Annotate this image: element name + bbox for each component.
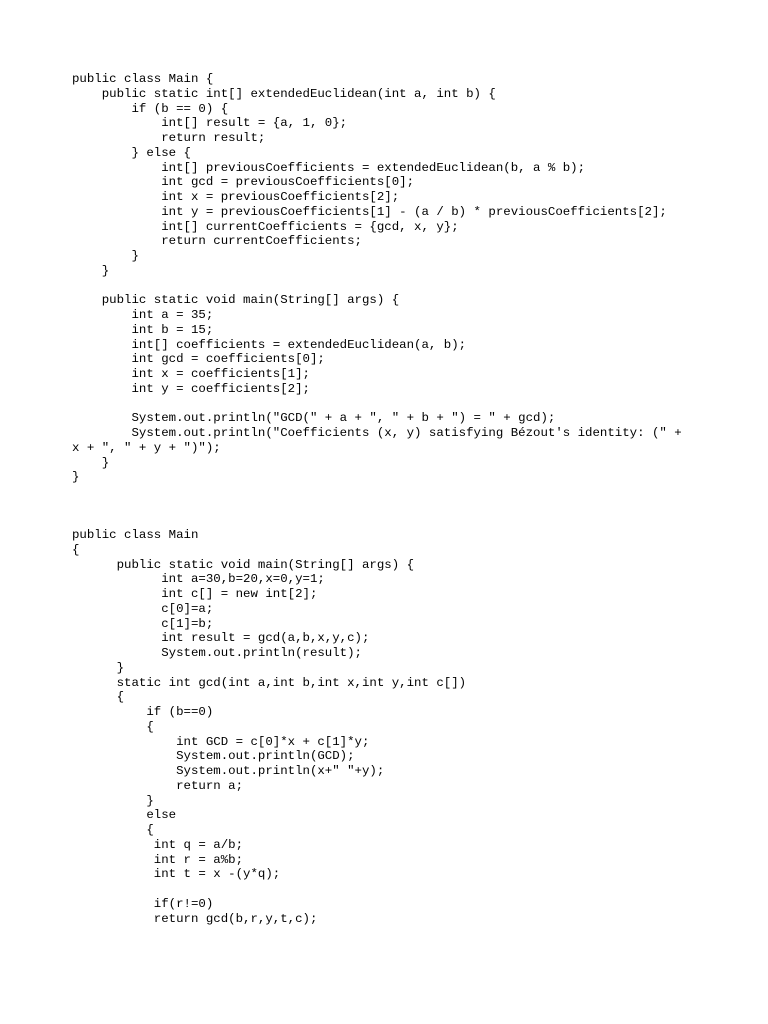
code-line: int a = 35; <box>72 308 214 322</box>
code-line: System.out.println("GCD(" + a + ", " + b + ") = " + gcd); <box>72 411 556 426</box>
code-line: c[1]=b; <box>72 616 214 631</box>
code-line: public class Main { <box>72 72 214 86</box>
code-line: if (b==0) <box>72 705 214 719</box>
code-line: int y = coefficients[2]; <box>72 381 310 396</box>
code-line: { <box>72 823 154 837</box>
code-line: { <box>72 542 80 557</box>
code-line: return a; <box>72 778 244 793</box>
code-line: int b = 15; <box>72 322 214 337</box>
code-line: int x = coefficients[1]; <box>72 367 310 381</box>
code-line: System.out.println(result); <box>72 646 362 660</box>
code-line: int c[] = new int[2]; <box>72 587 318 601</box>
code-line: } <box>72 793 154 808</box>
code-line: if (b == 0) { <box>72 101 229 116</box>
code-line: int x = previousCoefficients[2]; <box>72 190 400 204</box>
code-line: return result; <box>72 131 266 145</box>
code-line: int[] currentCoefficients = {gcd, x, y}; <box>72 219 459 234</box>
code-line: } else { <box>72 145 191 160</box>
code-line: int y = previousCoefficients[1] - (a / b) * previousCoefficients[2]; <box>72 204 667 219</box>
code-line: int r = a%b; <box>72 852 244 867</box>
code-line: System.out.println("Coefficients (x, y) satisfying Bézout's identity: (" + <box>72 426 682 440</box>
code-line: } <box>72 455 110 470</box>
code-line: System.out.println(x+" "+y); <box>72 764 385 778</box>
code-line: int gcd = previousCoefficients[0]; <box>72 175 415 190</box>
code-line: return gcd(b,r,y,t,c); <box>72 911 318 926</box>
code-line <box>72 279 682 294</box>
code-line: x + ", " + y + ")"); <box>72 440 221 455</box>
code-line: if(r!=0) <box>72 896 214 911</box>
code-line: public static void main(String[] args) { <box>72 293 400 308</box>
code-block-gcd-recursive <box>72 528 466 926</box>
code-line: int q = a/b; <box>72 837 244 852</box>
code-line: int[] previousCoefficients = extendedEuclidean(b, a % b); <box>72 160 586 175</box>
code-line: int t = x -(y*q); <box>72 867 281 882</box>
code-line: static int gcd(int a,int b,int x,int y,int c[]) <box>72 675 467 690</box>
code-line: { <box>72 690 125 705</box>
code-line <box>72 882 466 897</box>
code-line: } <box>72 470 80 485</box>
code-line: } <box>72 660 125 675</box>
code-line: int[] result = {a, 1, 0}; <box>72 116 348 131</box>
code-line <box>72 397 682 412</box>
code-line: c[0]=a; <box>72 601 214 616</box>
code-line: { <box>72 719 154 734</box>
code-line: int gcd = coefficients[0]; <box>72 352 325 367</box>
code-line: else <box>72 808 177 823</box>
code-line: int a=30,b=20,x=0,y=1; <box>72 572 325 587</box>
code-line: public class Main <box>72 528 199 542</box>
code-line: public static int[] extendedEuclidean(int a, int b) { <box>72 86 496 101</box>
code-line: } <box>72 263 110 278</box>
code-line: System.out.println(GCD); <box>72 749 355 764</box>
code-line: return currentCoefficients; <box>72 234 362 249</box>
code-line: int GCD = c[0]*x + c[1]*y; <box>72 734 370 749</box>
code-line: public static void main(String[] args) { <box>72 557 415 572</box>
code-block-extended-euclidean <box>72 72 682 485</box>
code-line: } <box>72 249 139 263</box>
code-line: int result = gcd(a,b,x,y,c); <box>72 631 370 646</box>
code-line: int[] coefficients = extendedEuclidean(a, b); <box>72 337 467 352</box>
